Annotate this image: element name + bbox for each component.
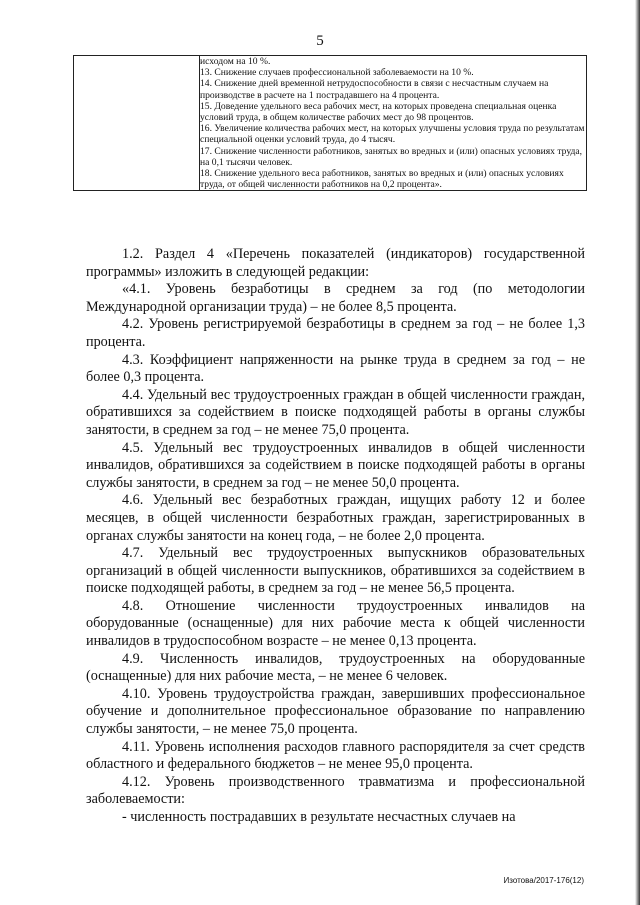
table-line: 15. Доведение удельного веса рабочих мест, на которых проведена специальная оценка условий труда, в общем количестве рабочих мест до 98 процентов.: [200, 100, 557, 124]
paragraph: 4.7. Удельный вес трудоустроенных выпускников образовательных организаций в общей численности выпускников, обратившихся за содействием в поиске подходящей работы, в среднем за год – не менее 56,5 процента.: [86, 545, 585, 597]
table-line: 16. Увеличение количества рабочих мест, на которых улучшены условия труда по результатам специальной оценки условий труда, до 4 тысяч.: [200, 123, 585, 146]
paragraph: 4.5. Удельный вес трудоустроенных инвалидов в общей численности инвалидов, обратившихся за содействием в поиске подходящей работы в органы службы занятости, в среднем за год – не менее 50,0 процента.: [86, 439, 585, 491]
paragraph: 4.2. Уровень регистрируемой безработицы в среднем за год – не более 1,3 процента.: [86, 316, 585, 350]
paragraph: 4.6. Удельный вес безработных граждан, ищущих работу 12 и более месяцев, в общей численности безработных граждан, зарегистрированных в органах службы занятости на конец года, – не более 2,0 процента.: [86, 492, 585, 544]
table-line: 18. Снижение удельного веса работников, занятых во вредных и (или) опасных условиях труда, от общей численности работников на 0,2 процента».: [200, 168, 564, 191]
paragraph: 4.10. Уровень трудоустройства граждан, завершивших профессиональное обучение и дополнительное профессиональное образование по направлению службы занятости, – не менее 75,0 процента.: [86, 685, 585, 738]
table-line: исходом на 10 %.: [200, 56, 271, 67]
paragraph: 4.4. Удельный вес трудоустроенных граждан в общей численности граждан, обратившихся за содействием в поиске подходящей работы в органы службы занятости, в среднем за год – не менее 75,0 процента.: [86, 386, 585, 438]
paragraph: 4.3. Коэффициент напряженности на рынке труда в среднем за год – не более 0,3 процента.: [86, 351, 585, 386]
scan-edge: [635, 0, 640, 905]
indicators-table: [73, 55, 587, 191]
paragraph: 4.12. Уровень производственного травматизма и профессиональной заболеваемости:: [86, 773, 585, 808]
table-line: 14. Снижение дней временной нетрудоспособности в связи с несчастным случаем на производстве в расчете на 1 пострадавшего на 4 процента.: [200, 78, 549, 101]
document-body: [86, 246, 585, 827]
table-text-cell: [200, 56, 587, 191]
footer-code: Изотова/2017-176(12): [503, 876, 584, 885]
paragraph: 4.9. Численность инвалидов, трудоустроенных на оборудованные (оснащенные) для них рабочие места, – не менее 6 человек.: [86, 650, 585, 685]
paragraph: - численность пострадавших в результате несчастных случаев на: [122, 809, 516, 825]
table-row: [74, 56, 587, 191]
table-line: 13. Снижение случаев профессиональной заболеваемости на 10 %.: [200, 67, 474, 79]
paragraph: 1.2. Раздел 4 «Перечень показателей (индикаторов) государственной программы» изложить в следующей редакции:: [86, 246, 585, 280]
paragraph: 4.8. Отношение численности трудоустроенных инвалидов на оборудованные (оснащенные) для них рабочие места к общей численности инвалидов в трудоспособном возрасте – не менее 0,13 процента.: [86, 597, 585, 650]
table-empty-cell: [74, 56, 200, 191]
page-number: 5: [316, 33, 324, 49]
paragraph: 4.11. Уровень исполнения расходов главного распорядителя за счет средств областного и федерального бюджетов – не менее 95,0 процента.: [86, 738, 585, 773]
paragraph: «4.1. Уровень безработицы в среднем за год (по методологии Международной организации труда) – не более 8,5 процента.: [86, 281, 585, 315]
table-line: 17. Снижение численности работников, занятых во вредных и (или) опасных условиях труда, на 0,1 тысячи человек.: [200, 145, 583, 168]
